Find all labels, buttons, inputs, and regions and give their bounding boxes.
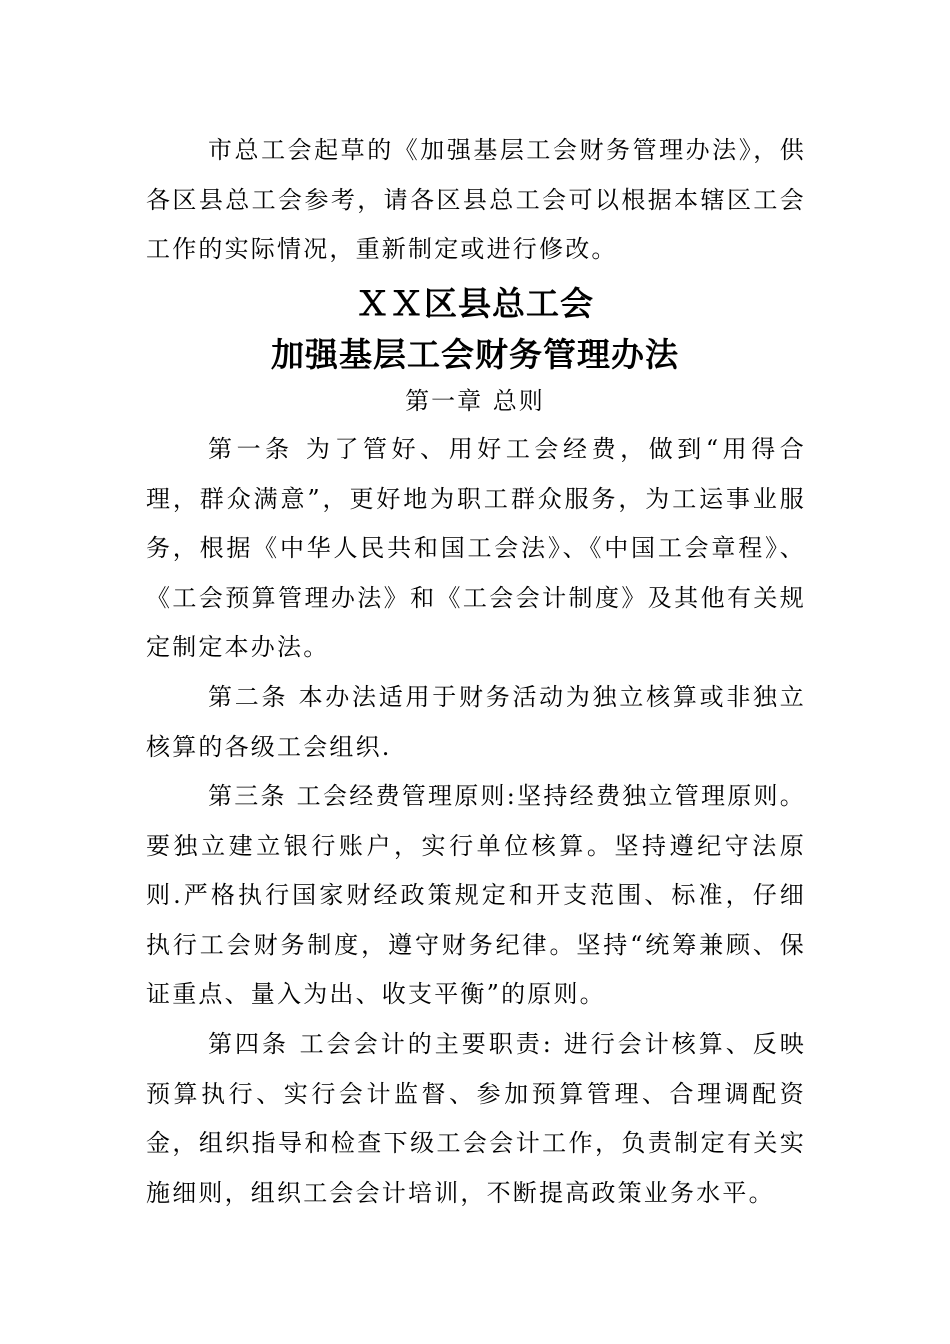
document-title-line1: ＸＸ区县总工会 xyxy=(356,284,594,323)
article-1-paragraph: 第一条 为了管好、用好工会经费，做到“用得合理，群众满意”，更好地为职工群众服务，为工运事业服务，根据《中华人民共和国工会法》、《中国工会章程》、《工会预算管理办法》和《工会会计制度》及其他有关规定制定本办法。 xyxy=(146,435,806,661)
intro-paragraph: 市总工会起草的《加强基层工会财务管理办法》，供各区县总工会参考，请各区县总工会可以根据本辖区工会工作的实际情况，重新制定或进行修改。 xyxy=(146,136,806,263)
article-2-paragraph: 第二条 本办法适用于财务活动为独立核算或非独立核算的各级工会组织. xyxy=(146,683,806,761)
article-3-paragraph: 第三条 工会经费管理原则:坚持经费独立管理原则。要独立建立银行账户，实行单位核算。坚持遵纪守法原则.严格执行国家财经政策规定和开支范围、标准，仔细执行工会财务制度，遵守财务纪律。坚持“统筹兼顾、保证重点、量入为出、收支平衡”的原则。 xyxy=(146,782,806,1008)
document-title-line2: 加强基层工会财务管理办法 xyxy=(271,335,679,374)
chapter-heading: 第一章 总则 xyxy=(405,387,545,415)
article-4-paragraph: 第四条 工会会计的主要职责: 进行会计核算、反映预算执行、实行会计监督、参加预算管理、合理调配资金，组织指导和检查下级工会会计工作，负责制定有关实施细则，组织工会会计培训，不断提高政策业务水平。 xyxy=(146,1030,806,1207)
